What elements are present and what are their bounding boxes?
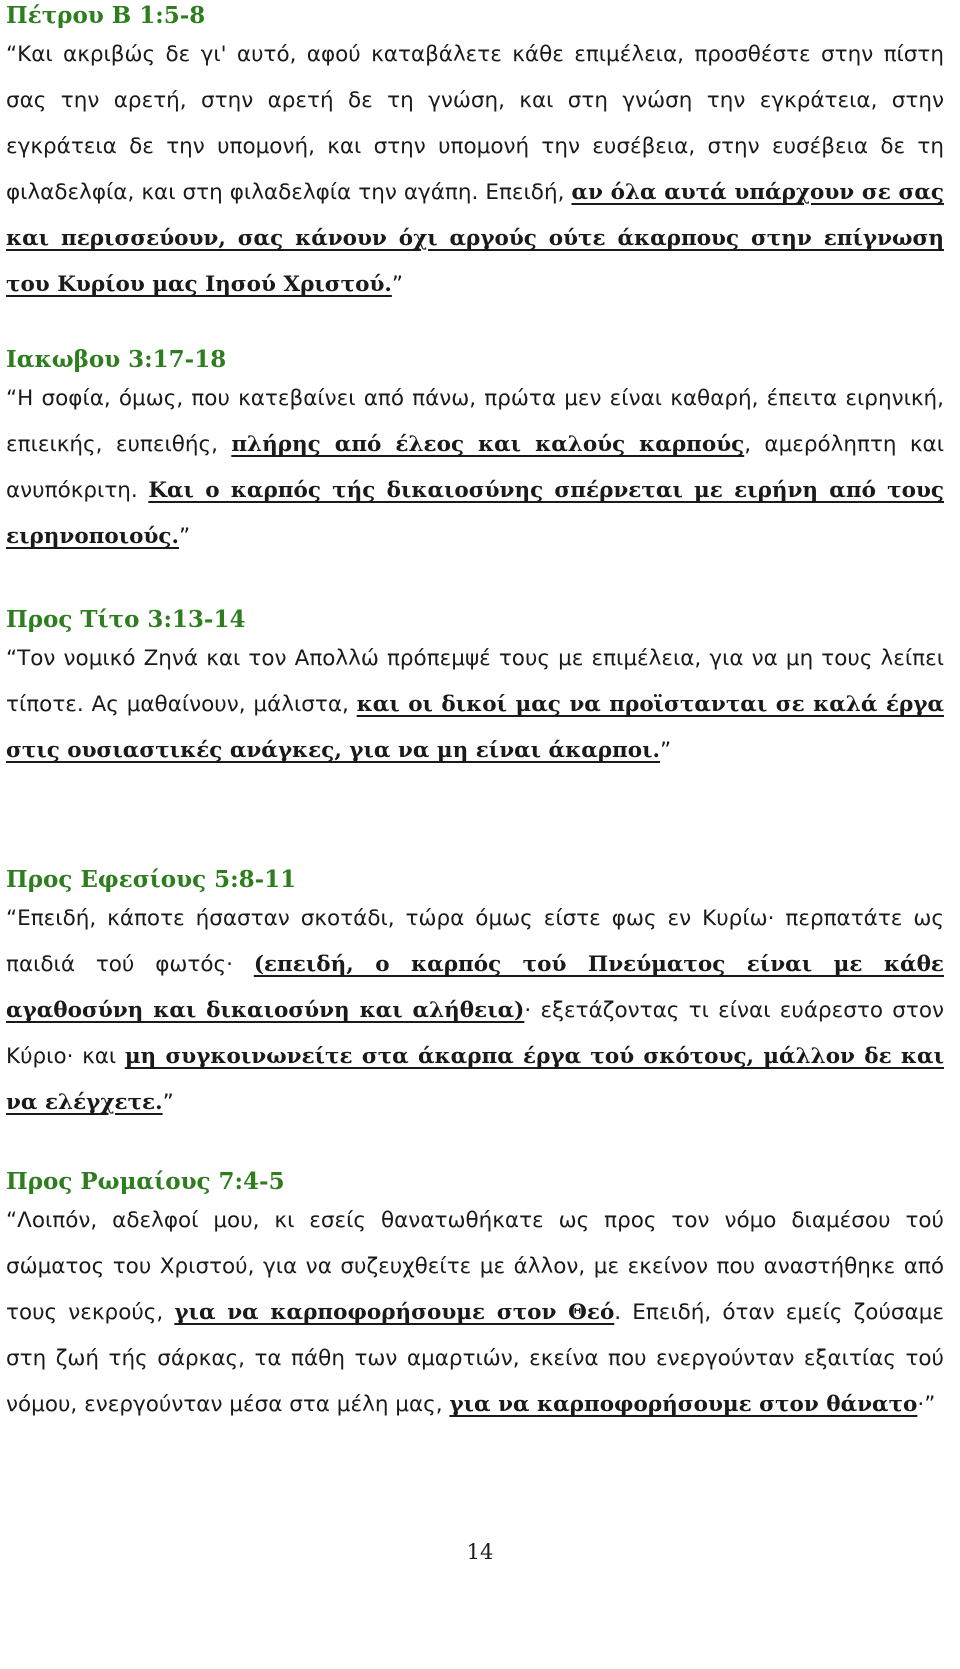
verse-closing-quote: ” bbox=[178, 524, 191, 549]
passage-james bbox=[6, 344, 944, 560]
verse-text-emphasis: πλήρης από έλεος και καλούς καρπούς bbox=[231, 432, 745, 457]
passage-ephesians bbox=[6, 864, 944, 1126]
verse-text-emphasis: για να καρποφορήσουμε στον θάνατο bbox=[449, 1392, 918, 1417]
verse-text-plain: “Τον νομικό Ζηνά και τον Απολλώ πρόπεμψέ τους με επιμέλεια, για να μη τους λείπει τίποτε. Ας μαθαίνουν, μάλιστα, bbox=[6, 646, 944, 717]
verse-closing-quote: ” bbox=[391, 272, 403, 297]
verse-text-emphasis: αν όλα αυτά υπάρχουν σε σας και περισσεύουν, σας κάνουν όχι αργούς ούτε άκαρπους στην επίγνωση του Κυρίου μας Ιησού Χριστού. bbox=[6, 180, 944, 297]
passage-text bbox=[6, 376, 944, 560]
passage-text bbox=[6, 896, 944, 1126]
verse-text-emphasis: Και ο καρπός τής δικαιοσύνης σπέρνεται με ειρήνη από τους ειρηνοποιούς. bbox=[6, 478, 944, 549]
passage-heading: Πέτρου Β 1:5-8 bbox=[6, 2, 206, 29]
passage-heading: Ιακωβου 3:17-18 bbox=[6, 346, 227, 373]
verse-text-plain: “Και ακριβώς δε γι' αυτό, αφού καταβάλετε κάθε επιμέλεια, προσθέστε στην πίστη σας την αρετή, στην αρετή δε τη γνώση, και στη γνώση την εγκράτεια, στην εγκράτεια δε την υπομονή, και στην υπομονή την ευσέβεια, στην ευσέβεια δε τη φιλαδελφία, και στη φιλαδελφία την αγάπη. Επειδή, bbox=[6, 42, 944, 205]
verse-text-emphasis: (επειδή, ο καρπός τού Πνεύματος είναι με κάθε αγαθοσύνη και δικαιοσύνη και αλήθεια) bbox=[6, 952, 944, 1023]
passage-titus bbox=[6, 604, 944, 774]
passage-peter bbox=[6, 0, 944, 308]
passage-heading: Προς Ρωμαίους 7:4-5 bbox=[6, 1168, 285, 1195]
passage-text bbox=[6, 32, 944, 308]
page-number: 14 bbox=[466, 1540, 494, 1564]
verse-text-plain: , αμερόληπτη και ανυπόκριτη. bbox=[6, 432, 944, 503]
verse-closing-quote: ·” bbox=[917, 1392, 936, 1417]
verse-closing-quote: ” bbox=[162, 1090, 174, 1115]
passage-romans bbox=[6, 1166, 944, 1428]
passage-heading: Προς Εφεσίους 5:8-11 bbox=[6, 866, 297, 893]
passage-text bbox=[6, 636, 944, 774]
verse-text-emphasis: μη συγκοινωνείτε στα άκαρπα έργα τού σκότους, μάλλον δε και να ελέγχετε. bbox=[6, 1044, 944, 1115]
passage-text bbox=[6, 1198, 944, 1428]
verse-text-emphasis: και οι δικοί μας να προϊστανται σε καλά έργα στις ουσιαστικές ανάγκες, για να μη είναι άκαρποι. bbox=[6, 692, 944, 763]
verse-closing-quote: ” bbox=[660, 738, 672, 763]
verse-text-plain: · εξετάζοντας τι είναι ευάρεστο στον Κύριο· και bbox=[6, 998, 944, 1069]
passage-heading: Προς Τίτο 3:13-14 bbox=[6, 606, 246, 633]
verse-text-plain: . Επειδή, όταν εμείς ζούσαμε στη ζωή τής σάρκας, τα πάθη των αμαρτιών, εκείνα που ενεργούνταν εξαιτίας τού νόμου, ενεργούνταν μέσα στα μέλη μας, bbox=[6, 1300, 945, 1417]
verse-text-plain: “Η σοφία, όμως, που κατεβαίνει από πάνω, πρώτα μεν είναι καθαρή, έπειτα ειρηνική, επιεικής, ευπειθής, bbox=[6, 386, 944, 457]
verse-text-plain: “Λοιπόν, αδελφοί μου, κι εσείς θανατωθήκατε ως προς τον νόμο διαμέσου τού σώματος του Χριστού, για να συζευχθείτε με άλλον, με εκείνον που αναστήθηκε από τους νεκρούς, bbox=[6, 1208, 944, 1325]
verse-text-plain: “Επειδή, κάποτε ήσασταν σκοτάδι, τώρα όμως είστε φως εν Κυρίω· περπατάτε ως παιδιά τού φωτός· bbox=[6, 906, 944, 977]
verse-text-emphasis: για να καρποφορήσουμε στον Θεό bbox=[174, 1300, 615, 1325]
